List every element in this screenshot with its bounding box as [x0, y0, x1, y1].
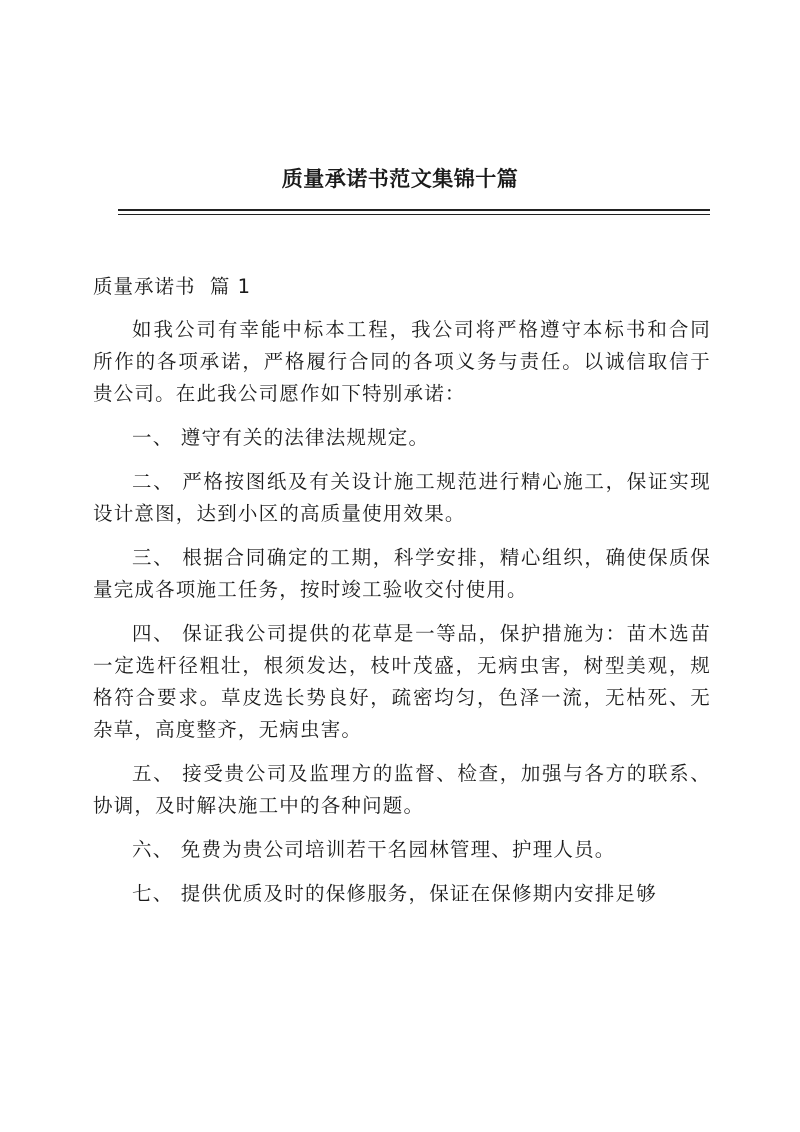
paragraph-item-6: 六、 免费为贵公司培训若干名园林管理、护理人员。: [132, 838, 616, 861]
title-rule-thin: [118, 214, 710, 215]
title-rule-thick: [118, 209, 710, 211]
paragraph-item-7: 七、 提供优质及时的保修服务，保证在保修期内安排足够: [132, 882, 657, 905]
paragraph-item-4: 四、 保证我公司提供的花草是一等品，保护措施为：苗木选苗一定选杆径粗壮，根须发达，枝叶茂盛，无病虫害，树型美观，规格符合要求。草皮选长势良好，疏密均匀，色泽一流，无枯死、无杂草，高度整齐，无病虫害。: [93, 622, 711, 741]
paragraph-item-2: 二、 严格按图纸及有关设计施工规范进行精心施工，保证实现设计意图，达到小区的高质量使用效果。: [93, 470, 711, 525]
paragraph-item-5: 五、 接受贵公司及监理方的监督、检查，加强与各方的联系、协调，及时解决施工中的各种问题。: [93, 762, 711, 817]
paragraph-intro: 如我公司有幸能中标本工程，我公司将严格遵守本标书和合同所作的各项承诺，严格履行合同的各项义务与责任。以诚信取信于贵公司。在此我公司愿作如下特别承诺：: [93, 318, 711, 405]
paragraph-item-1: 一、 遵守有关的法律法规规定。: [132, 426, 430, 449]
document-body: [93, 268, 711, 910]
paragraph-item-3: 三、 根据合同确定的工期，科学安排，精心组织，确使保质保量完成各项施工任务，按时竣工验收交付使用。: [93, 546, 711, 601]
document-title: 质量承诺书范文集锦十篇: [281, 166, 519, 191]
section-heading: 质量承诺书 篇 1: [93, 275, 252, 298]
